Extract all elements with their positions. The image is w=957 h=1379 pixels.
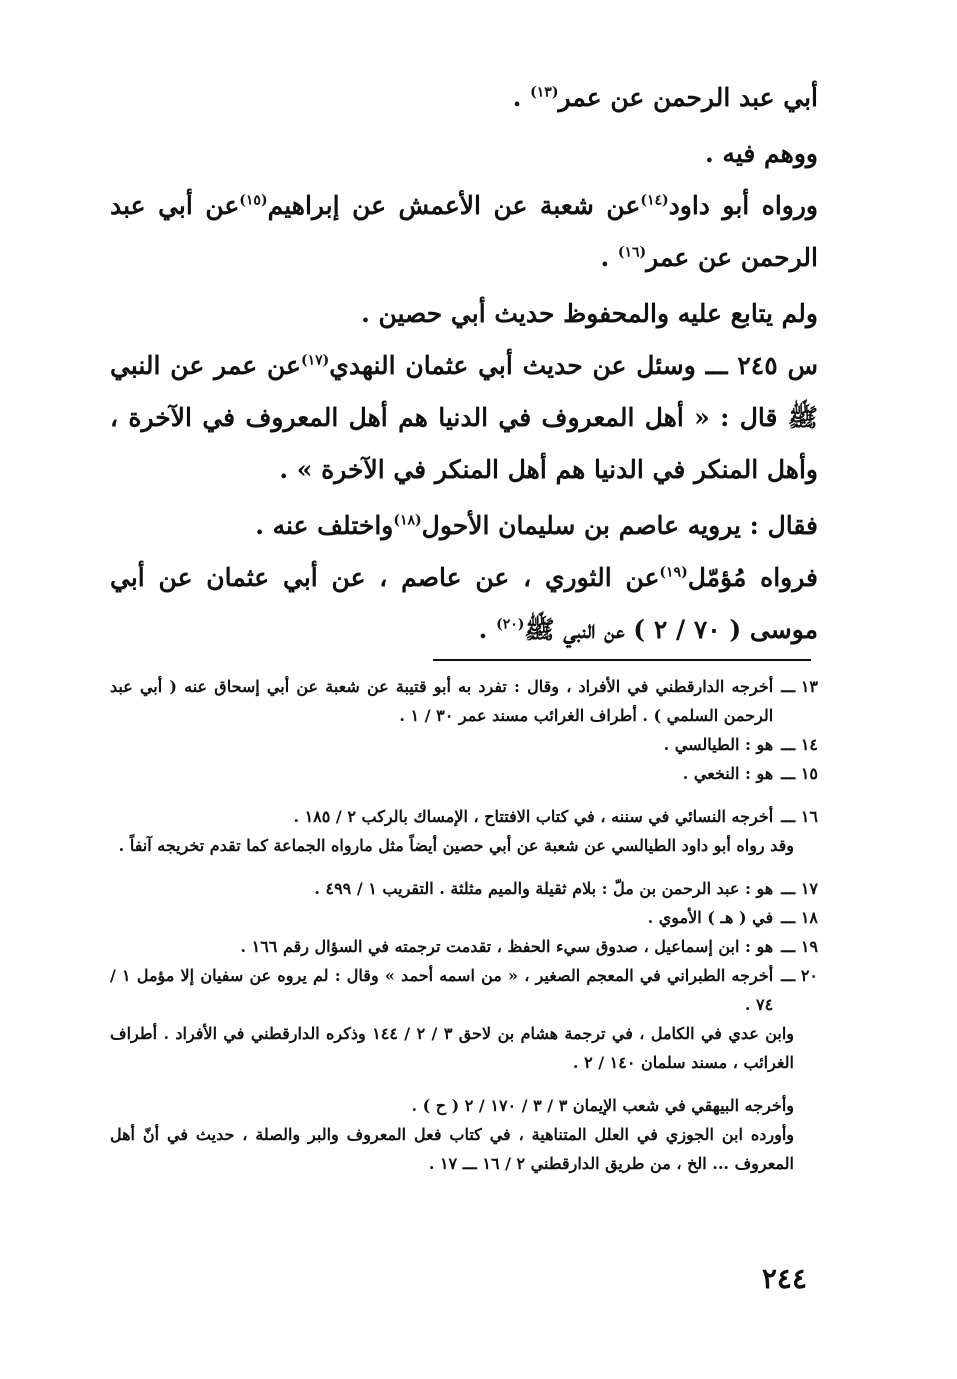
footnote-text: هو : النخعي . — [682, 764, 774, 783]
footnote-ref[interactable]: (١٨) — [393, 512, 422, 529]
footnote-text: أخرجه الطبراني في المعجم الصغير ، « من اسمه أحمد » وقال : لم يروه عن سفيان إلا مؤمل ١ / ٧٤ . — [110, 966, 774, 1014]
footnote-number: ١٧ ـــ — [781, 879, 818, 898]
footnote-ref[interactable]: (١٧) — [300, 352, 330, 369]
footnote-ref[interactable]: (١٥) — [239, 192, 268, 209]
footnote-continuation: وقد رواه أبو داود الطيالسي عن شعبة عن أبي حصين أيضاً مثل مارواه الجماعة كما تقدم تخريجه آنفاً . — [118, 836, 794, 855]
footnote-text: أخرجه النسائي في سننه ، في كتاب الافتتاح ، الإمساك بالركب ٢ / ١٨٥ . — [293, 807, 774, 826]
text-span: واختلف عنه . — [255, 511, 394, 540]
text-span: عن الثوري ، عن عاصم ، عن أبي عثمان عن أبي موسى ( ٧٠ / ٢ ) عن النبي ﷺ — [110, 563, 818, 644]
footnote-14 — [110, 730, 818, 759]
footnote-19 — [110, 932, 818, 961]
paragraph — [110, 180, 818, 284]
footnote-continuation: وأخرجه البيهقي في شعب الإيمان ٣ / ٣ / ١٧٠ / ٢ ( ح ) . — [411, 1096, 794, 1115]
footnote-continuation: وابن عدي في الكامل ، في ترجمة هشام بن لاحق ٣ / ٢ / ١٤٤ وذكره الدارقطني في الأفراد . أطراف الغرائب ، مسند سلمان ١٤٠ / ٢ . — [110, 1024, 795, 1072]
text-span: س ٢٤٥ ـــ وسئل عن حديث أبي عثمان النهدي — [329, 351, 818, 380]
footnote-15 — [110, 759, 818, 788]
footnote-ref[interactable]: (١٣) — [530, 84, 559, 101]
question-paragraph — [110, 340, 818, 496]
text-span: فقال : يرويه عاصم بن سليمان الأحول — [421, 511, 818, 540]
text-span: . — [600, 243, 618, 272]
footnote-ref[interactable]: (١٦) — [617, 244, 647, 261]
footnote-17 — [110, 874, 818, 903]
footnote-ref[interactable]: (١٩) — [659, 564, 688, 581]
footnote-ref[interactable]: (٢٠) — [496, 616, 525, 633]
footnote-number: ٢٠ ـــ — [781, 966, 818, 985]
footnote-number: ١٩ ـــ — [781, 937, 818, 956]
text-line — [110, 72, 818, 124]
text-span: عن أبي عبد الرحمن عن عمر — [110, 191, 818, 272]
footnote-text: في ( هـ ) الأموي . — [647, 908, 774, 927]
answer-paragraph — [110, 500, 818, 552]
text-span: . — [512, 83, 531, 112]
footnote-number: ١٨ ـــ — [781, 908, 818, 927]
footnote-13 — [110, 672, 818, 730]
text-span: . — [478, 615, 497, 644]
text-span: عن شعبة عن الأعمش عن إبراهيم — [267, 191, 641, 220]
footnote-separator — [433, 659, 811, 661]
footnotes — [110, 672, 818, 1178]
footnote-number: ١٤ ـــ — [781, 735, 818, 754]
footnote-continuation: وأورده ابن الجوزي في العلل المتناهية ، في كتاب فعل المعروف والبر والصلة ، حديث في أنّ أهل المعروف ... الخ ، من طريق الدارقطني ٢ / ١٦ ـــ ١٧ . — [110, 1125, 794, 1173]
text-span: ورواه أبو داود — [668, 191, 818, 220]
footnote-text: هو : الطيالسي . — [663, 735, 774, 754]
main-text — [110, 72, 818, 656]
footnote-text: أخرجه الدارقطني في الأفراد ، وقال : تفرد به أبو قتيبة عن شعبة عن أبي إسحاق عنه ( أبي عبد الرحمن السلمي ) . أطراف الغرائب مسند عمر ٣٠ / ١ . — [110, 677, 774, 725]
text-span: أبي عبد الرحمن عن عمر — [558, 83, 818, 112]
footnote-16 — [110, 802, 818, 831]
footnote-text: هو : عبد الرحمن بن ملّ : بلام ثقيلة والميم مثلثة . التقريب ١ / ٤٩٩ . — [314, 879, 774, 898]
footnote-ref[interactable]: (١٤) — [640, 192, 669, 209]
footnote-18 — [110, 903, 818, 932]
page-number: ٢٤٤ — [761, 1262, 807, 1295]
footnote-number: ١٣ ـــ — [781, 677, 818, 696]
text-span: عن عمر عن النبي ﷺ قال : « أهل المعروف في الدنيا هم أهل المعروف في الآخرة ، وأهل المنكر في الدنيا هم أهل المنكر في الآخرة » . — [110, 351, 818, 484]
text-line: ولم يتابع عليه والمحفوظ حديث أبي حصين . — [361, 299, 818, 328]
text-span: فرواه مُؤمّل — [687, 563, 818, 592]
text-line: ووهم فيه . — [705, 139, 818, 168]
footnote-number: ١٥ ـــ — [781, 764, 818, 783]
footnote-20 — [110, 961, 818, 1019]
footnote-text: هو : ابن إسماعيل ، صدوق سيء الحفظ ، تقدمت ترجمته في السؤال رقم ١٦٦ . — [240, 937, 774, 956]
narration-paragraph — [110, 552, 818, 656]
footnote-number: ١٦ ـــ — [781, 807, 818, 826]
